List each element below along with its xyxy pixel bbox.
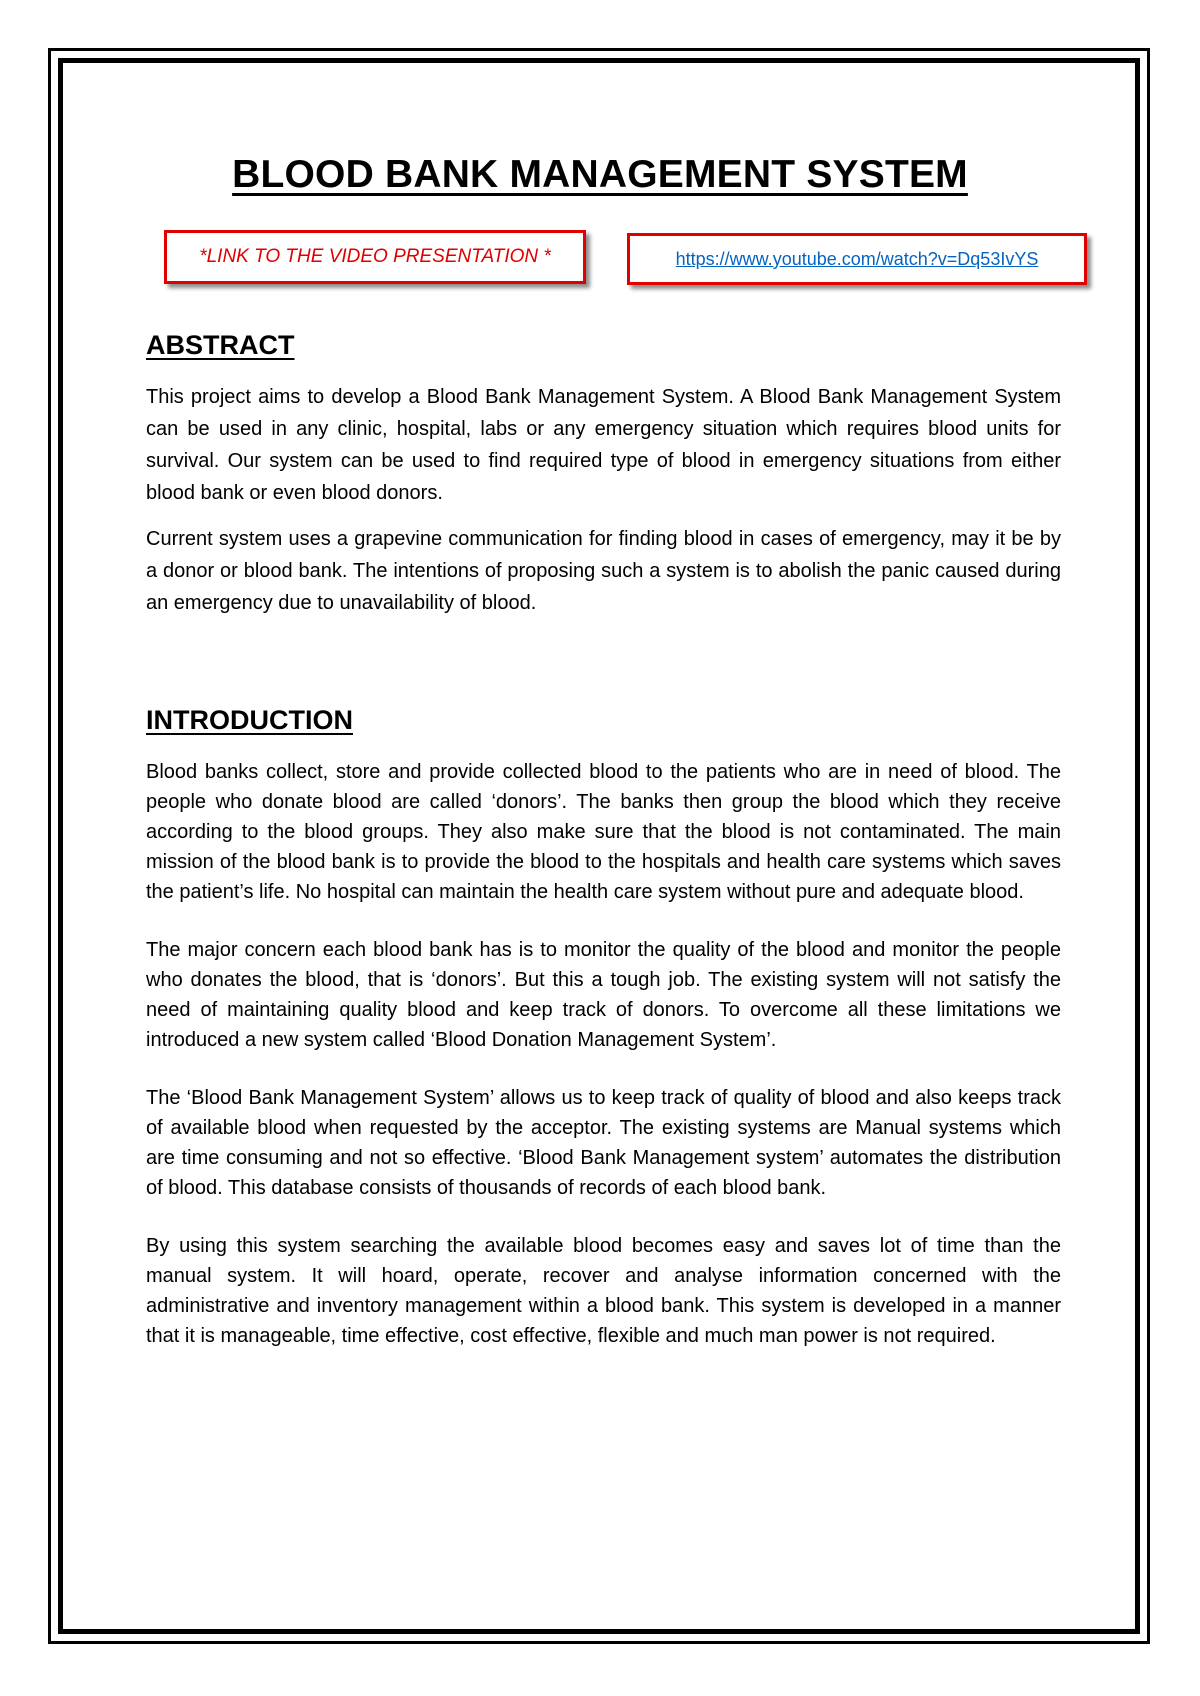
video-label-box: [164, 230, 586, 284]
video-link[interactable]: https://www.youtube.com/watch?v=Dq53IvYS: [675, 248, 1039, 269]
introduction-paragraph-3: The ‘Blood Bank Management System’ allows us to keep track of quality of blood and also keeps track of available blood when requested by the acceptor. The existing systems are Manual systems which are time consuming and not so effective. ‘Blood Bank Management system’ automates the distribution of blood. This database consists of thousands of records of each blood bank.: [146, 1087, 1061, 1199]
abstract-paragraph-1: This project aims to develop a Blood Bank Management System. A Blood Bank Management System can be used in any clinic, hospital, labs or any emergency situation which requires blood units for survival. Our system can be used to find required type of blood in emergency situations from either blood bank or even blood donors.: [146, 386, 1061, 504]
video-label-text: *LINK TO THE VIDEO PRESENTATION *: [199, 246, 551, 267]
abstract-section: [146, 381, 1061, 619]
introduction-paragraph-4: By using this system searching the available blood becomes easy and saves lot of time than the manual system. It will hoard, operate, recover and analyse information concerned with the administrative and inventory management within a blood bank. This system is developed in a manner that it is manageable, time effective, cost effective, flexible and much man power is not required.: [146, 1235, 1061, 1347]
introduction-paragraph-1: Blood banks collect, store and provide collected blood to the patients who are in need of blood. The people who donate blood are called ‘donors’. The banks then group the blood which they receive according to the blood groups. They also make sure that the blood is not contaminated. The main mission of the blood bank is to provide the blood to the hospitals and health care systems which saves the patient’s life. No hospital can maintain the health care system without pure and adequate blood.: [146, 761, 1061, 903]
abstract-paragraph-2: Current system uses a grapevine communication for finding blood in cases of emergency, may it be by a donor or blood bank. The intentions of proposing such a system is to abolish the panic caused during an emergency due to unavailability of blood.: [146, 528, 1061, 614]
document-title: BLOOD BANK MANAGEMENT SYSTEM: [232, 153, 968, 196]
introduction-section: [146, 757, 1061, 1351]
video-link-box: [627, 233, 1087, 285]
introduction-paragraph-2: The major concern each blood bank has is to monitor the quality of the blood and monitor the people who donates the blood, that is ‘donors’. But this a tough job. The existing system will not satisfy the need of maintaining quality blood and keep track of donors. To overcome all these limitations we introduced a new system called ‘Blood Donation Management System’.: [146, 939, 1061, 1051]
introduction-heading: INTRODUCTION: [146, 705, 353, 735]
abstract-heading: ABSTRACT: [146, 330, 295, 360]
